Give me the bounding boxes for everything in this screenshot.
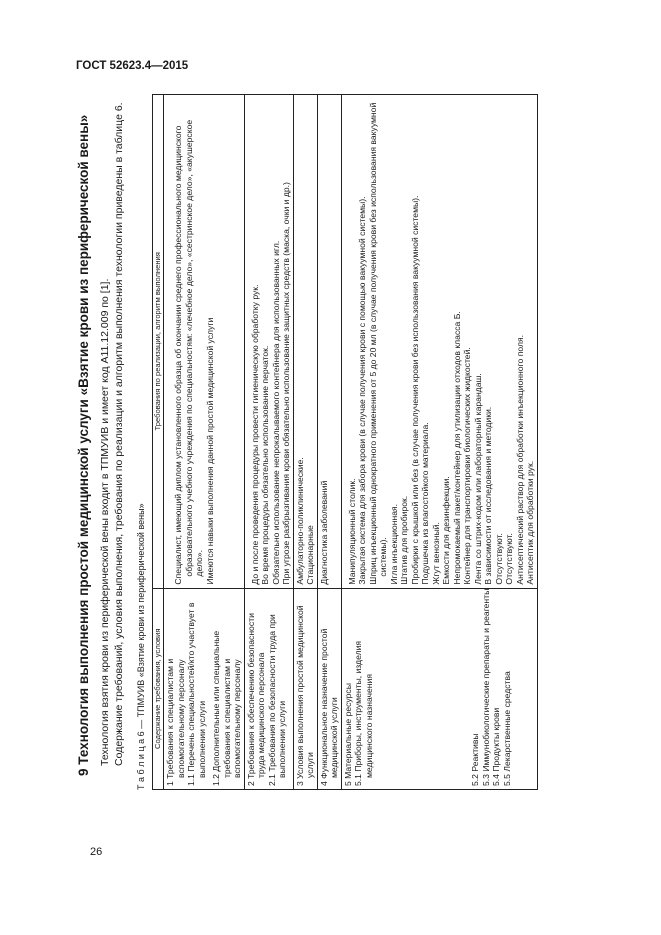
cell-text: 3 Условия выполнения простой медицинской услуги	[294, 605, 315, 786]
cell-text: Контейнер для транспортировки биологических жидкостей.	[462, 347, 472, 585]
row4-left	[317, 588, 341, 789]
cell-text: Отсутствуют.	[504, 533, 514, 585]
cell-text: Антисептический раствор для обработки инъекционного поля.	[514, 335, 525, 585]
table-caption: Т а б л и ц а 6 — ТПМУИВ «Взятие крови из периферической вены»	[136, 503, 146, 790]
column-header-requirements: Содержание требования, условия	[153, 588, 164, 789]
cell-text: 5.5 Лекарственные средства	[501, 671, 512, 786]
cell-text: Непромокаемый пакет/контейнер для утилизации отходов класса Б.	[451, 311, 462, 585]
cell-text: Стационарные	[305, 525, 315, 585]
cell-text: Жгут венозный.	[430, 522, 441, 585]
cell-text: 5.1 Приборы, инструменты, изделия медицинского назначения	[353, 640, 374, 786]
cell-text: Имеются навыки выполнения данной простой медицинской услуги	[204, 317, 215, 585]
cell-text: Во время процедуры обязательно использование перчаток.	[260, 345, 270, 585]
row1-right	[164, 95, 245, 589]
section-heading: 9 Технология выполнения простой медицинской услуги «Взятие крови из периферической вены»	[76, 114, 91, 776]
cell-text: Игла инъекционная.	[388, 503, 399, 585]
cell-text: Обязательно использование непрокалываемого контейнера для использованных игл.	[270, 240, 281, 585]
table-header-row	[153, 95, 164, 790]
row3-left	[293, 588, 317, 789]
row1-left	[164, 588, 245, 789]
table-row	[244, 95, 293, 790]
intro-paragraph-2: Содержание требований, условия выполнения, требования по реализации и алгоритм выполнения технологии приведены в таблице 6.	[113, 102, 125, 766]
page-number: 26	[90, 846, 103, 858]
column-header-implementation: Требования по реализации, алгоритм выполнения	[153, 95, 164, 589]
cell-text: 5.2 Реактивы	[470, 733, 480, 786]
cell-text: 5 Материальные ресурсы	[342, 683, 353, 786]
cell-text: 1 Требования к специалистам и вспомогательному персоналу	[165, 658, 186, 786]
cell-text: 4 Функциональное назначение простой медицинской услуги	[318, 628, 339, 786]
table-row	[293, 95, 317, 790]
row2-left	[244, 588, 293, 789]
cell-text: Штатив для пробирок.	[399, 495, 409, 585]
row2-right	[244, 95, 293, 589]
cell-text: Шприц инъекционный однократного применения от 5 до 20 мл (в случае получения крови без использования вакуумной системы).	[367, 102, 388, 585]
cell-text: 1.2 Дополнительные или специальные требования к специалистам и вспомогательному персоналу	[211, 630, 242, 786]
cell-text: 2 Требования к обеспечению безопасности труда медицинского персонала	[245, 613, 266, 786]
cell-text: 1.1 Перечень специальностей/кто участвует в выполнении услуги	[186, 602, 207, 786]
cell-text: Специалист, имеющий диплом установленного образца об окончании среднего профессионального медицинского образовательного учебного учреждения по специальностям: «лечебное дело», «сестринское дело», «акушерское дело».	[173, 119, 204, 585]
row4-right	[317, 95, 341, 589]
cell-text: Антисептик для обработки рук.	[525, 460, 535, 585]
cell-text: Амбулаторно-поликлинические.	[294, 457, 305, 585]
row5-right	[341, 95, 537, 589]
row3-right	[293, 95, 317, 589]
requirements-table	[152, 94, 538, 790]
cell-text: Лента со штрих-кодом или лабораторный карандаш.	[472, 373, 483, 585]
cell-text: Закрытая система для забора крови (в случае получения крови с помощью вакуумной системы).	[357, 196, 367, 585]
cell-text: Диагностика заболеваний	[318, 480, 329, 585]
standard-code: ГОСТ 52623.4—2015	[76, 60, 189, 72]
cell-text: 5.4 Продукты крови	[491, 707, 501, 786]
cell-text: Манипуляционный столик.	[346, 478, 357, 585]
cell-text: Емкости для дезинфекции.	[441, 476, 451, 585]
table-row	[317, 95, 341, 790]
intro-paragraph-1: Технология взятия крови из периферической вены входит в ТПМУИВ и имеет код А11.12.009 по [1].	[99, 278, 111, 766]
cell-text: При угрозе разбрызгивания крови обязательно использование защитных средств (маска, очки и др.)	[281, 182, 291, 585]
table-row	[164, 95, 245, 790]
cell-text: Подушечка из влагостойкого материала.	[420, 422, 430, 585]
cell-text: В зависимости от исследования и методики.	[483, 406, 493, 585]
rotated-content	[76, 0, 616, 790]
cell-text: 2.1 Требования по безопасности труда при выполнении услуги	[266, 614, 287, 786]
cell-text: Пробирки с крышкой или без (в случае получения крови без использования вакуумной системы).	[409, 195, 420, 585]
cell-text: Отсутствуют.	[493, 533, 504, 585]
cell-text: До и после проведения процедуры провести гигиеническую обработку рук.	[249, 284, 260, 585]
cell-text: 5.3 Иммунобиологические препараты и реагенты	[480, 588, 491, 786]
row5-left	[341, 588, 537, 789]
table-row	[341, 95, 537, 790]
